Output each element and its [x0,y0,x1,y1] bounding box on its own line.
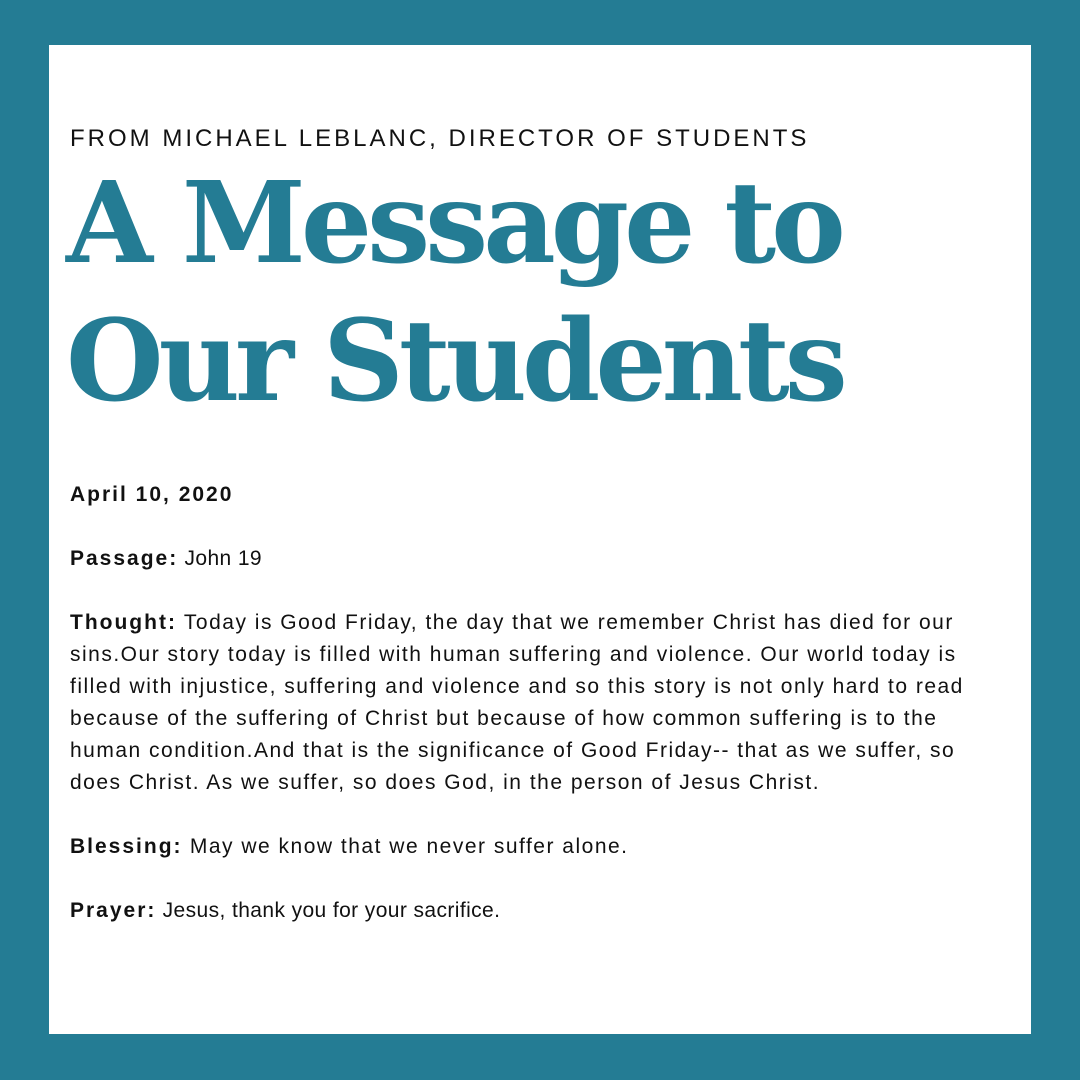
thought-label: Thought: [70,611,177,634]
thought-text: Today is Good Friday, the day that we remember Christ has died for our sins.Our story today is filled with human suffering and violence. Our world today is filled with injustice, suffering and violence and so this story is not only hard to read because of the suffering of Christ but because of how common suffering is to the human condition.And that is the significance of Good Friday-- that as we suffer, so does Christ. As we suffer, so does God, in the person of Jesus Christ. [70,611,964,794]
title-line-1: A Message to [66,158,841,289]
blessing-paragraph [70,831,995,863]
passage-text: John 19 [184,547,263,570]
title-line-2: Our Students [66,296,843,427]
author-kicker: FROM MICHAEL LEBLANC, DIRECTOR OF STUDENTS [70,125,810,152]
blessing-label: Blessing: [70,835,183,858]
message-body [70,479,995,959]
page-title [66,155,843,431]
message-date: April 10, 2020 [70,483,234,506]
prayer-paragraph [70,895,995,927]
prayer-text: Jesus, thank you for your sacrifice. [162,899,501,922]
blessing-text: May we know that we never suffer alone. [189,835,629,858]
thought-paragraph [70,607,995,799]
passage-label: Passage: [70,547,179,570]
passage-paragraph [70,543,995,575]
message-card [49,45,1031,1034]
prayer-label: Prayer: [70,899,157,922]
